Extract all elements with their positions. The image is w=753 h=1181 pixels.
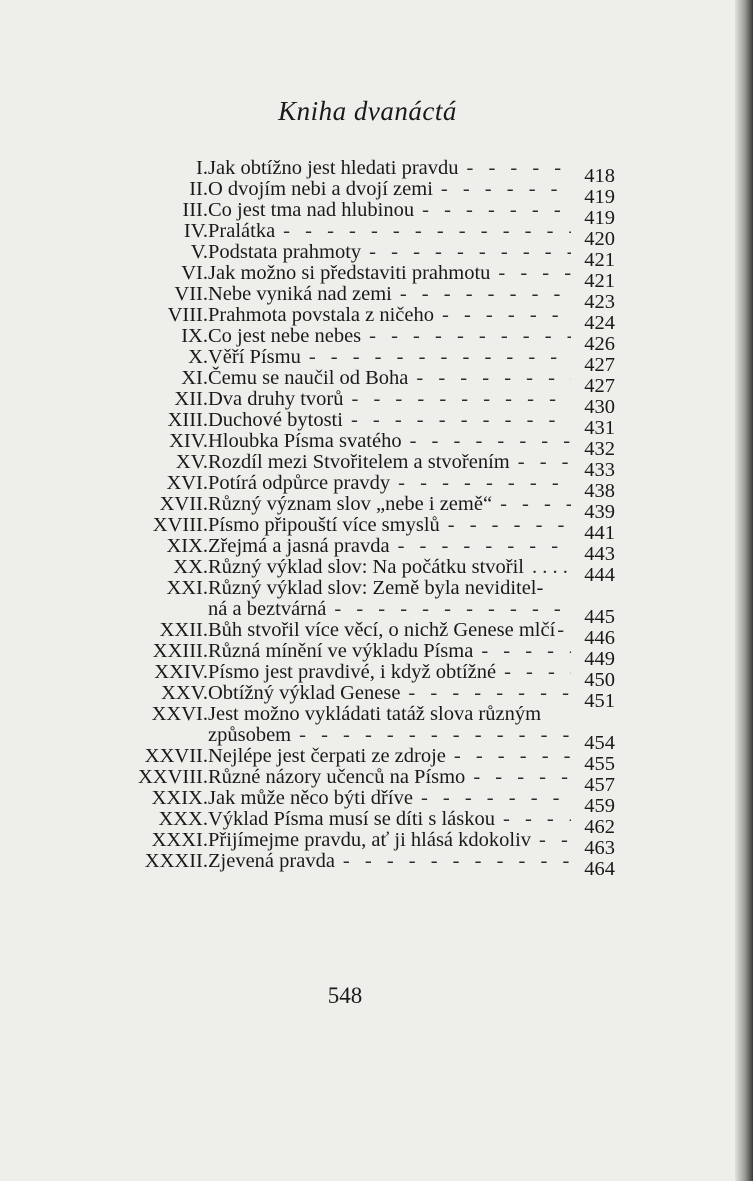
page-number: 438 bbox=[584, 480, 615, 502]
chapter-title: Zjevená pravda bbox=[208, 850, 335, 872]
chapter-number: XXV. bbox=[161, 682, 208, 704]
page-number: 432 bbox=[584, 438, 615, 460]
chapter-number: XX. bbox=[173, 556, 208, 578]
toc-entry bbox=[110, 829, 615, 859]
dot-leader bbox=[309, 347, 571, 368]
toc-entry bbox=[110, 304, 615, 334]
dot-leader bbox=[334, 599, 571, 620]
toc-entry bbox=[110, 472, 615, 502]
toc-entry bbox=[110, 199, 615, 229]
chapter-title: Přijímejme pravdu, ať ji hlásá kdokoliv bbox=[208, 829, 532, 851]
chapter-title: Různý výklad slov: Na počátku stvořil bbox=[208, 556, 524, 578]
chapter-title-continuation: způsobem bbox=[208, 724, 292, 746]
toc-entry bbox=[110, 241, 615, 271]
toc-entry bbox=[110, 220, 615, 250]
chapter-number: XVIII. bbox=[152, 514, 208, 536]
toc-entry bbox=[110, 704, 615, 725]
page-number: 445 bbox=[584, 606, 615, 628]
chapter-number: XXVII. bbox=[144, 745, 208, 767]
toc-entry bbox=[110, 367, 615, 397]
page-number: 431 bbox=[584, 417, 615, 439]
toc-entry bbox=[110, 346, 615, 376]
chapter-number: V. bbox=[190, 241, 208, 263]
chapter-title: Různá mínění ve výkladu Písma bbox=[208, 640, 474, 662]
toc-entry bbox=[110, 850, 615, 880]
page-number: 424 bbox=[584, 312, 615, 334]
chapter-title: Obtížný výklad Genese bbox=[208, 682, 401, 704]
chapter-number: XIX. bbox=[166, 535, 208, 557]
chapter-title: Různé názory učenců na Písmo bbox=[208, 766, 466, 788]
chapter-title: Potírá odpůrce pravdy bbox=[208, 472, 391, 494]
chapter-title: Prahmota povstala z ničeho bbox=[208, 304, 435, 326]
dot-leader bbox=[473, 767, 571, 788]
dot-leader bbox=[441, 179, 571, 200]
chapter-title: Bůh stvořil více věcí, o nichž Genese mlčí bbox=[208, 619, 556, 641]
page-number: 419 bbox=[584, 186, 615, 208]
dot-leader bbox=[299, 725, 571, 746]
chapter-title: Dva druhy tvorů bbox=[208, 388, 344, 410]
dot-leader bbox=[481, 641, 571, 662]
toc-entry bbox=[110, 325, 615, 355]
chapter-number: XXII. bbox=[159, 619, 208, 641]
toc-entry bbox=[110, 682, 615, 712]
dot-leader bbox=[416, 368, 571, 389]
chapter-title: Čemu se naučil od Boha bbox=[208, 367, 409, 389]
page-number: 418 bbox=[584, 165, 615, 187]
page-number: 441 bbox=[584, 522, 615, 544]
chapter-number: III. bbox=[182, 199, 208, 221]
page-number: 426 bbox=[584, 333, 615, 355]
chapter-number: XXIV. bbox=[154, 661, 208, 683]
page-number: 450 bbox=[584, 669, 615, 691]
dot-leader bbox=[398, 473, 571, 494]
chapter-number: VIII. bbox=[167, 304, 208, 326]
toc-entry-continuation bbox=[110, 724, 615, 754]
toc-entry bbox=[110, 430, 615, 460]
chapter-title: Co jest tma nad hlubinou bbox=[208, 199, 415, 221]
page-number: 463 bbox=[584, 837, 615, 859]
toc-entry bbox=[110, 493, 615, 523]
page-number: 419 bbox=[584, 207, 615, 229]
chapter-title: Podstata prahmoty bbox=[208, 241, 362, 263]
chapter-number: XXVIII. bbox=[137, 766, 208, 788]
dot-leader bbox=[421, 788, 571, 809]
dot-leader bbox=[539, 830, 571, 851]
chapter-number: XIV. bbox=[169, 430, 208, 452]
toc-entry bbox=[110, 178, 615, 208]
dot-leader bbox=[500, 494, 571, 515]
dot-leader bbox=[442, 305, 571, 326]
table-of-contents bbox=[110, 157, 615, 880]
dot-leader bbox=[532, 557, 571, 578]
page-number: 427 bbox=[584, 354, 615, 376]
toc-entry bbox=[110, 262, 615, 292]
page-number: 427 bbox=[584, 375, 615, 397]
chapter-number: XXI. bbox=[166, 577, 208, 599]
dot-leader bbox=[408, 683, 571, 704]
page-number: 457 bbox=[584, 774, 615, 796]
page-number: 439 bbox=[584, 501, 615, 523]
dot-leader bbox=[503, 809, 571, 830]
chapter-title: Zřejmá a jasná pravda bbox=[208, 535, 390, 557]
book-title: Kniha dvanáctá bbox=[278, 96, 457, 126]
chapter-number: IV. bbox=[183, 220, 208, 242]
chapter-number: II. bbox=[189, 178, 208, 200]
dot-leader bbox=[369, 242, 571, 263]
toc-entry bbox=[110, 661, 615, 691]
dot-leader bbox=[454, 746, 571, 767]
page-number: 420 bbox=[584, 228, 615, 250]
dot-leader bbox=[557, 620, 575, 641]
dot-leader bbox=[448, 515, 571, 536]
dot-leader bbox=[400, 284, 571, 305]
chapter-title: Nebe vyniká nad zemi bbox=[208, 283, 392, 305]
page-number: 421 bbox=[584, 249, 615, 271]
chapter-number: XXX. bbox=[158, 808, 208, 830]
chapter-number: VII. bbox=[174, 283, 208, 305]
chapter-title: Nejlépe jest čerpati ze zdroje bbox=[208, 745, 446, 767]
chapter-number: XXXI. bbox=[151, 829, 208, 851]
toc-entry bbox=[110, 514, 615, 544]
dot-leader bbox=[467, 158, 572, 179]
chapter-title: Různý význam slov „nebe i země“ bbox=[208, 493, 493, 515]
page-number: 444 bbox=[584, 564, 615, 586]
dot-leader bbox=[352, 389, 571, 410]
toc-entry bbox=[110, 451, 615, 481]
dot-leader bbox=[351, 410, 571, 431]
chapter-title: Jest možno vykládati tatáž slova různým bbox=[208, 703, 542, 725]
page-number: 433 bbox=[584, 459, 615, 481]
page-number: 464 bbox=[584, 858, 615, 880]
page-number: 421 bbox=[584, 270, 615, 292]
chapter-title: Písmo připouští více smyslů bbox=[208, 514, 440, 536]
chapter-number: X. bbox=[188, 346, 208, 368]
chapter-title: Různý výklad slov: Země byla neviditel- bbox=[208, 577, 544, 599]
page-number: 455 bbox=[584, 753, 615, 775]
toc-entry bbox=[110, 619, 615, 649]
page-number: 443 bbox=[584, 543, 615, 565]
toc-entry bbox=[110, 578, 615, 599]
chapter-number: XXIX. bbox=[151, 787, 208, 809]
toc-entry bbox=[110, 556, 615, 586]
chapter-number: I. bbox=[196, 157, 208, 179]
page-number: 449 bbox=[584, 648, 615, 670]
chapter-number: VI. bbox=[181, 262, 208, 284]
chapter-title: O dvojím nebi a dvojí zemi bbox=[208, 178, 433, 200]
dot-leader bbox=[369, 326, 571, 347]
chapter-title: Věří Písmu bbox=[208, 346, 301, 368]
page-edge-shadow bbox=[735, 0, 753, 1181]
toc-entry-continuation bbox=[110, 598, 615, 628]
chapter-number: XIII. bbox=[167, 409, 208, 431]
chapter-title: Co jest nebe nebes bbox=[208, 325, 362, 347]
chapter-number: XXIII. bbox=[152, 640, 208, 662]
toc-entry bbox=[110, 745, 615, 775]
dot-leader bbox=[518, 452, 571, 473]
chapter-number: XXVI. bbox=[151, 703, 208, 725]
chapter-number: IX. bbox=[181, 325, 208, 347]
chapter-number: XI. bbox=[181, 367, 208, 389]
toc-entry bbox=[110, 766, 615, 796]
dot-leader bbox=[422, 200, 571, 221]
dot-leader bbox=[398, 536, 571, 557]
page-number: 462 bbox=[584, 816, 615, 838]
chapter-title: Rozdíl mezi Stvořitelem a stvořením bbox=[208, 451, 510, 473]
toc-entry bbox=[110, 409, 615, 439]
toc-entry bbox=[110, 808, 615, 838]
toc-entry bbox=[110, 283, 615, 313]
toc-entry bbox=[110, 535, 615, 565]
toc-entry bbox=[110, 388, 615, 418]
page-number: 430 bbox=[584, 396, 615, 418]
chapter-number: XV. bbox=[175, 451, 208, 473]
page-number: 451 bbox=[584, 690, 615, 712]
dot-leader bbox=[283, 221, 571, 242]
page-number: 423 bbox=[584, 291, 615, 313]
page-number: 459 bbox=[584, 795, 615, 817]
chapter-title: Hloubka Písma svatého bbox=[208, 430, 402, 452]
page-number: 446 bbox=[584, 627, 615, 649]
chapter-title: Jak může něco býti dříve bbox=[208, 787, 413, 809]
toc-entry bbox=[110, 787, 615, 817]
page-folio: 548 bbox=[327, 983, 363, 1008]
chapter-title: Duchové bytosti bbox=[208, 409, 343, 431]
chapter-number: XXXII. bbox=[144, 850, 208, 872]
chapter-title: Výklad Písma musí se díti s láskou bbox=[208, 808, 495, 830]
chapter-title: Písmo jest pravdivé, i když obtížné bbox=[208, 661, 497, 683]
dot-leader bbox=[498, 263, 571, 284]
chapter-title: Pralátka bbox=[208, 220, 276, 242]
chapter-title: Jak možno si představiti prahmotu bbox=[208, 262, 491, 284]
chapter-number: XVI. bbox=[166, 472, 208, 494]
page-number: 454 bbox=[584, 732, 615, 754]
chapter-title: Jak obtížno jest hledati pravdu bbox=[208, 157, 459, 179]
chapter-number: XII. bbox=[174, 388, 208, 410]
dot-leader bbox=[504, 662, 571, 683]
toc-entry bbox=[110, 640, 615, 670]
dot-leader bbox=[343, 851, 571, 872]
chapter-title-continuation: ná a beztvárná bbox=[208, 598, 327, 620]
chapter-number: XVII. bbox=[159, 493, 208, 515]
dot-leader bbox=[410, 431, 571, 452]
toc-entry bbox=[110, 157, 615, 187]
